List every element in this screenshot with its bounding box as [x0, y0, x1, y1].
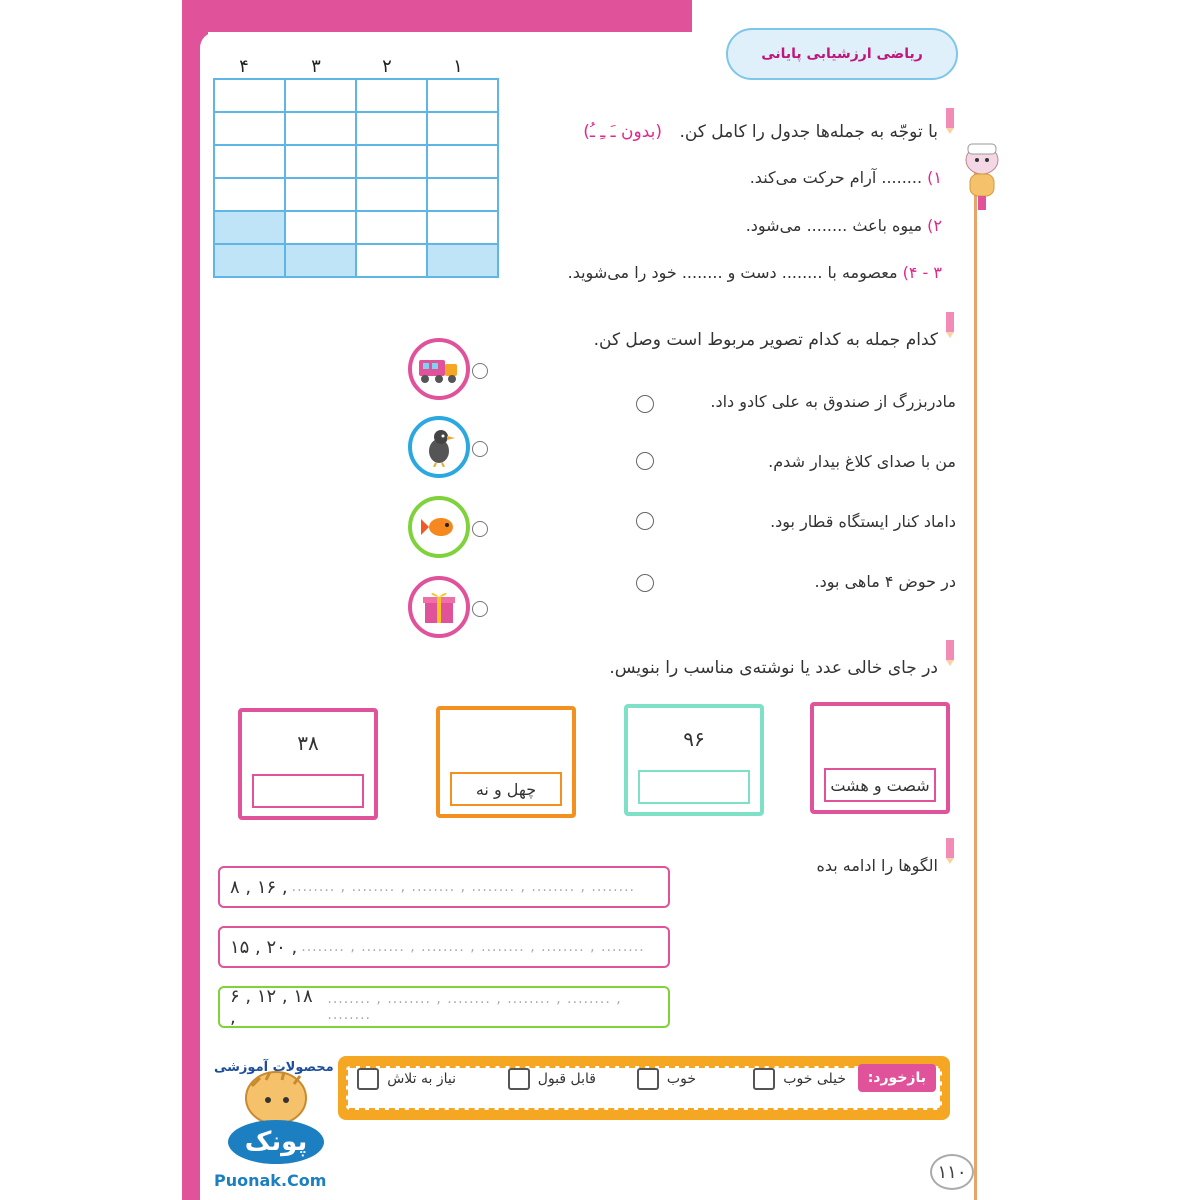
grid-cell-shaded — [285, 244, 356, 277]
q1-line-1 — [750, 168, 942, 187]
card-word-field[interactable] — [638, 770, 750, 804]
q1-instruction: با توجّه به جمله‌ها جدول را کامل کن. — [679, 122, 938, 142]
q1-instruction-row — [583, 122, 938, 142]
card-word: چهل و نه — [450, 772, 562, 806]
pattern-blanks: ........ , ........ , ........ , ........ , ........ , ........ — [291, 879, 635, 895]
grid-cell[interactable] — [285, 145, 356, 178]
grid-cell[interactable] — [356, 79, 427, 112]
grid-col-number: ۲ — [382, 56, 392, 77]
pattern-row[interactable] — [218, 986, 670, 1028]
card-number-field[interactable] — [440, 710, 572, 772]
grid-cell[interactable] — [427, 178, 498, 211]
pattern-start: ۸ , ۱۶ , — [230, 876, 288, 898]
q2-sentence: داماد کنار ایستگاه قطار بود. — [770, 512, 956, 531]
feedback-option-label: نیاز به تلاش — [387, 1071, 456, 1087]
grid-cell-shaded — [427, 244, 498, 277]
q2-sentence: مادربزرگ از صندوق به علی کادو داد. — [710, 392, 956, 411]
match-dot-sentence[interactable] — [636, 395, 654, 413]
q1-line-number: ۲) — [927, 216, 942, 235]
feedback-option-label: قابل قبول — [537, 1071, 596, 1087]
feedback-bar — [338, 1056, 950, 1120]
q1-line-text: ........ آرام حرکت می‌کند. — [749, 168, 923, 187]
feedback-option[interactable] — [508, 1068, 596, 1090]
q1-line-number: ۱) — [927, 168, 942, 187]
pencil-icon — [944, 640, 956, 666]
card-word: شصت و هشت — [824, 768, 936, 802]
grid-cell[interactable] — [356, 145, 427, 178]
feedback-option[interactable] — [753, 1068, 846, 1090]
grid-col-number: ۱ — [453, 56, 463, 77]
top-pink-band — [182, 0, 692, 32]
crossword-grid — [213, 78, 499, 278]
grid-cell[interactable] — [356, 211, 427, 244]
grid-col-number: ۳ — [311, 56, 321, 77]
feedback-option-label: خوب — [666, 1071, 696, 1087]
checkbox[interactable] — [508, 1068, 530, 1090]
grid-cell[interactable] — [285, 112, 356, 145]
match-dot-sentence[interactable] — [636, 512, 654, 530]
match-dot-sentence[interactable] — [636, 452, 654, 470]
grid-cell[interactable] — [356, 244, 427, 277]
grid-cell[interactable] — [214, 79, 285, 112]
card-word-field[interactable] — [252, 774, 364, 808]
grid-cell[interactable] — [427, 79, 498, 112]
match-dot-picture[interactable] — [472, 521, 488, 537]
card-number: ۳۸ — [297, 731, 319, 755]
checkbox[interactable] — [753, 1068, 775, 1090]
grid-cell[interactable] — [356, 112, 427, 145]
q1-note: (بدون ـَ ـِ ـُ) — [583, 122, 663, 142]
grid-cell-shaded — [214, 244, 285, 277]
grid-cell[interactable] — [285, 79, 356, 112]
train-icon — [408, 338, 470, 400]
number-card — [238, 708, 378, 820]
grid-cell[interactable] — [427, 211, 498, 244]
q3-instruction: در جای خالی عدد یا نوشته‌ی مناسب را بنویس. — [609, 658, 938, 678]
grid-cell[interactable] — [427, 145, 498, 178]
grid-cell[interactable] — [214, 145, 285, 178]
fish-icon — [408, 496, 470, 558]
grid-cell[interactable] — [214, 178, 285, 211]
pencil-icon — [944, 838, 956, 864]
gift-icon — [408, 576, 470, 638]
number-card — [624, 704, 764, 816]
match-dot-picture[interactable] — [472, 441, 488, 457]
card-number: ۹۶ — [683, 727, 705, 751]
grid-cell[interactable] — [427, 112, 498, 145]
grid-cell[interactable] — [285, 178, 356, 211]
checkbox[interactable] — [357, 1068, 379, 1090]
q1-line-3 — [568, 263, 942, 282]
feedback-option[interactable] — [637, 1068, 696, 1090]
grid-cell[interactable] — [356, 178, 427, 211]
q1-line-text: معصومه با ........ دست و ........ خود را می‌شوید. — [567, 263, 898, 282]
logo-url: Puonak.Com — [214, 1171, 327, 1190]
pattern-start: ۱۵ , ۲۰ , — [230, 936, 298, 958]
q2-sentence: من با صدای کلاغ بیدار شدم. — [768, 452, 956, 471]
pattern-blanks: ........ , ........ , ........ , ........ , ........ , ........ — [301, 939, 645, 955]
crow-icon — [408, 416, 470, 478]
q2-instruction: کدام جمله به کدام تصویر مربوط است وصل کن. — [593, 330, 938, 350]
number-card — [810, 702, 950, 814]
pattern-blanks: ........ , ........ , ........ , ........ , ........ , ........ — [327, 991, 622, 1023]
feedback-option-label: خیلی خوب — [783, 1071, 846, 1087]
number-card — [436, 706, 576, 818]
pattern-start: ۶ , ۱۲ , ۱۸ , — [230, 986, 313, 1028]
pattern-row[interactable] — [218, 926, 670, 968]
match-dot-picture[interactable] — [472, 363, 488, 379]
logo-tagline: محصولات آموزشی — [214, 1060, 334, 1075]
match-dot-picture[interactable] — [472, 601, 488, 617]
pencil-icon — [944, 108, 956, 134]
decorative-rope — [974, 160, 987, 1200]
grid-cell-shaded — [214, 211, 285, 244]
mascot-illustration — [958, 130, 1006, 214]
pencil-icon — [944, 312, 956, 338]
page-number: ۱۱۰ — [930, 1154, 974, 1190]
svg-text:پونک: پونک — [244, 1127, 308, 1157]
card-number-field[interactable] — [814, 706, 946, 768]
grid-cell[interactable] — [214, 112, 285, 145]
q4-instruction: الگوها را ادامه بده — [816, 856, 938, 875]
grid-col-number: ۴ — [239, 56, 249, 77]
feedback-option[interactable] — [357, 1068, 456, 1090]
q1-line-number: ۳ - ۴) — [902, 263, 942, 282]
checkbox[interactable] — [637, 1068, 659, 1090]
page-title: ریاضی ارزشیابی پایانی — [726, 28, 958, 80]
q1-line-text: میوه باعث ........ می‌شود. — [745, 216, 923, 235]
grid-cell[interactable] — [285, 211, 356, 244]
pattern-row[interactable] — [218, 866, 670, 908]
match-dot-sentence[interactable] — [636, 574, 654, 592]
q2-sentence: در حوض ۴ ماهی بود. — [814, 572, 956, 591]
feedback-title: بازخورد: — [858, 1064, 936, 1092]
q1-line-2 — [746, 216, 942, 235]
